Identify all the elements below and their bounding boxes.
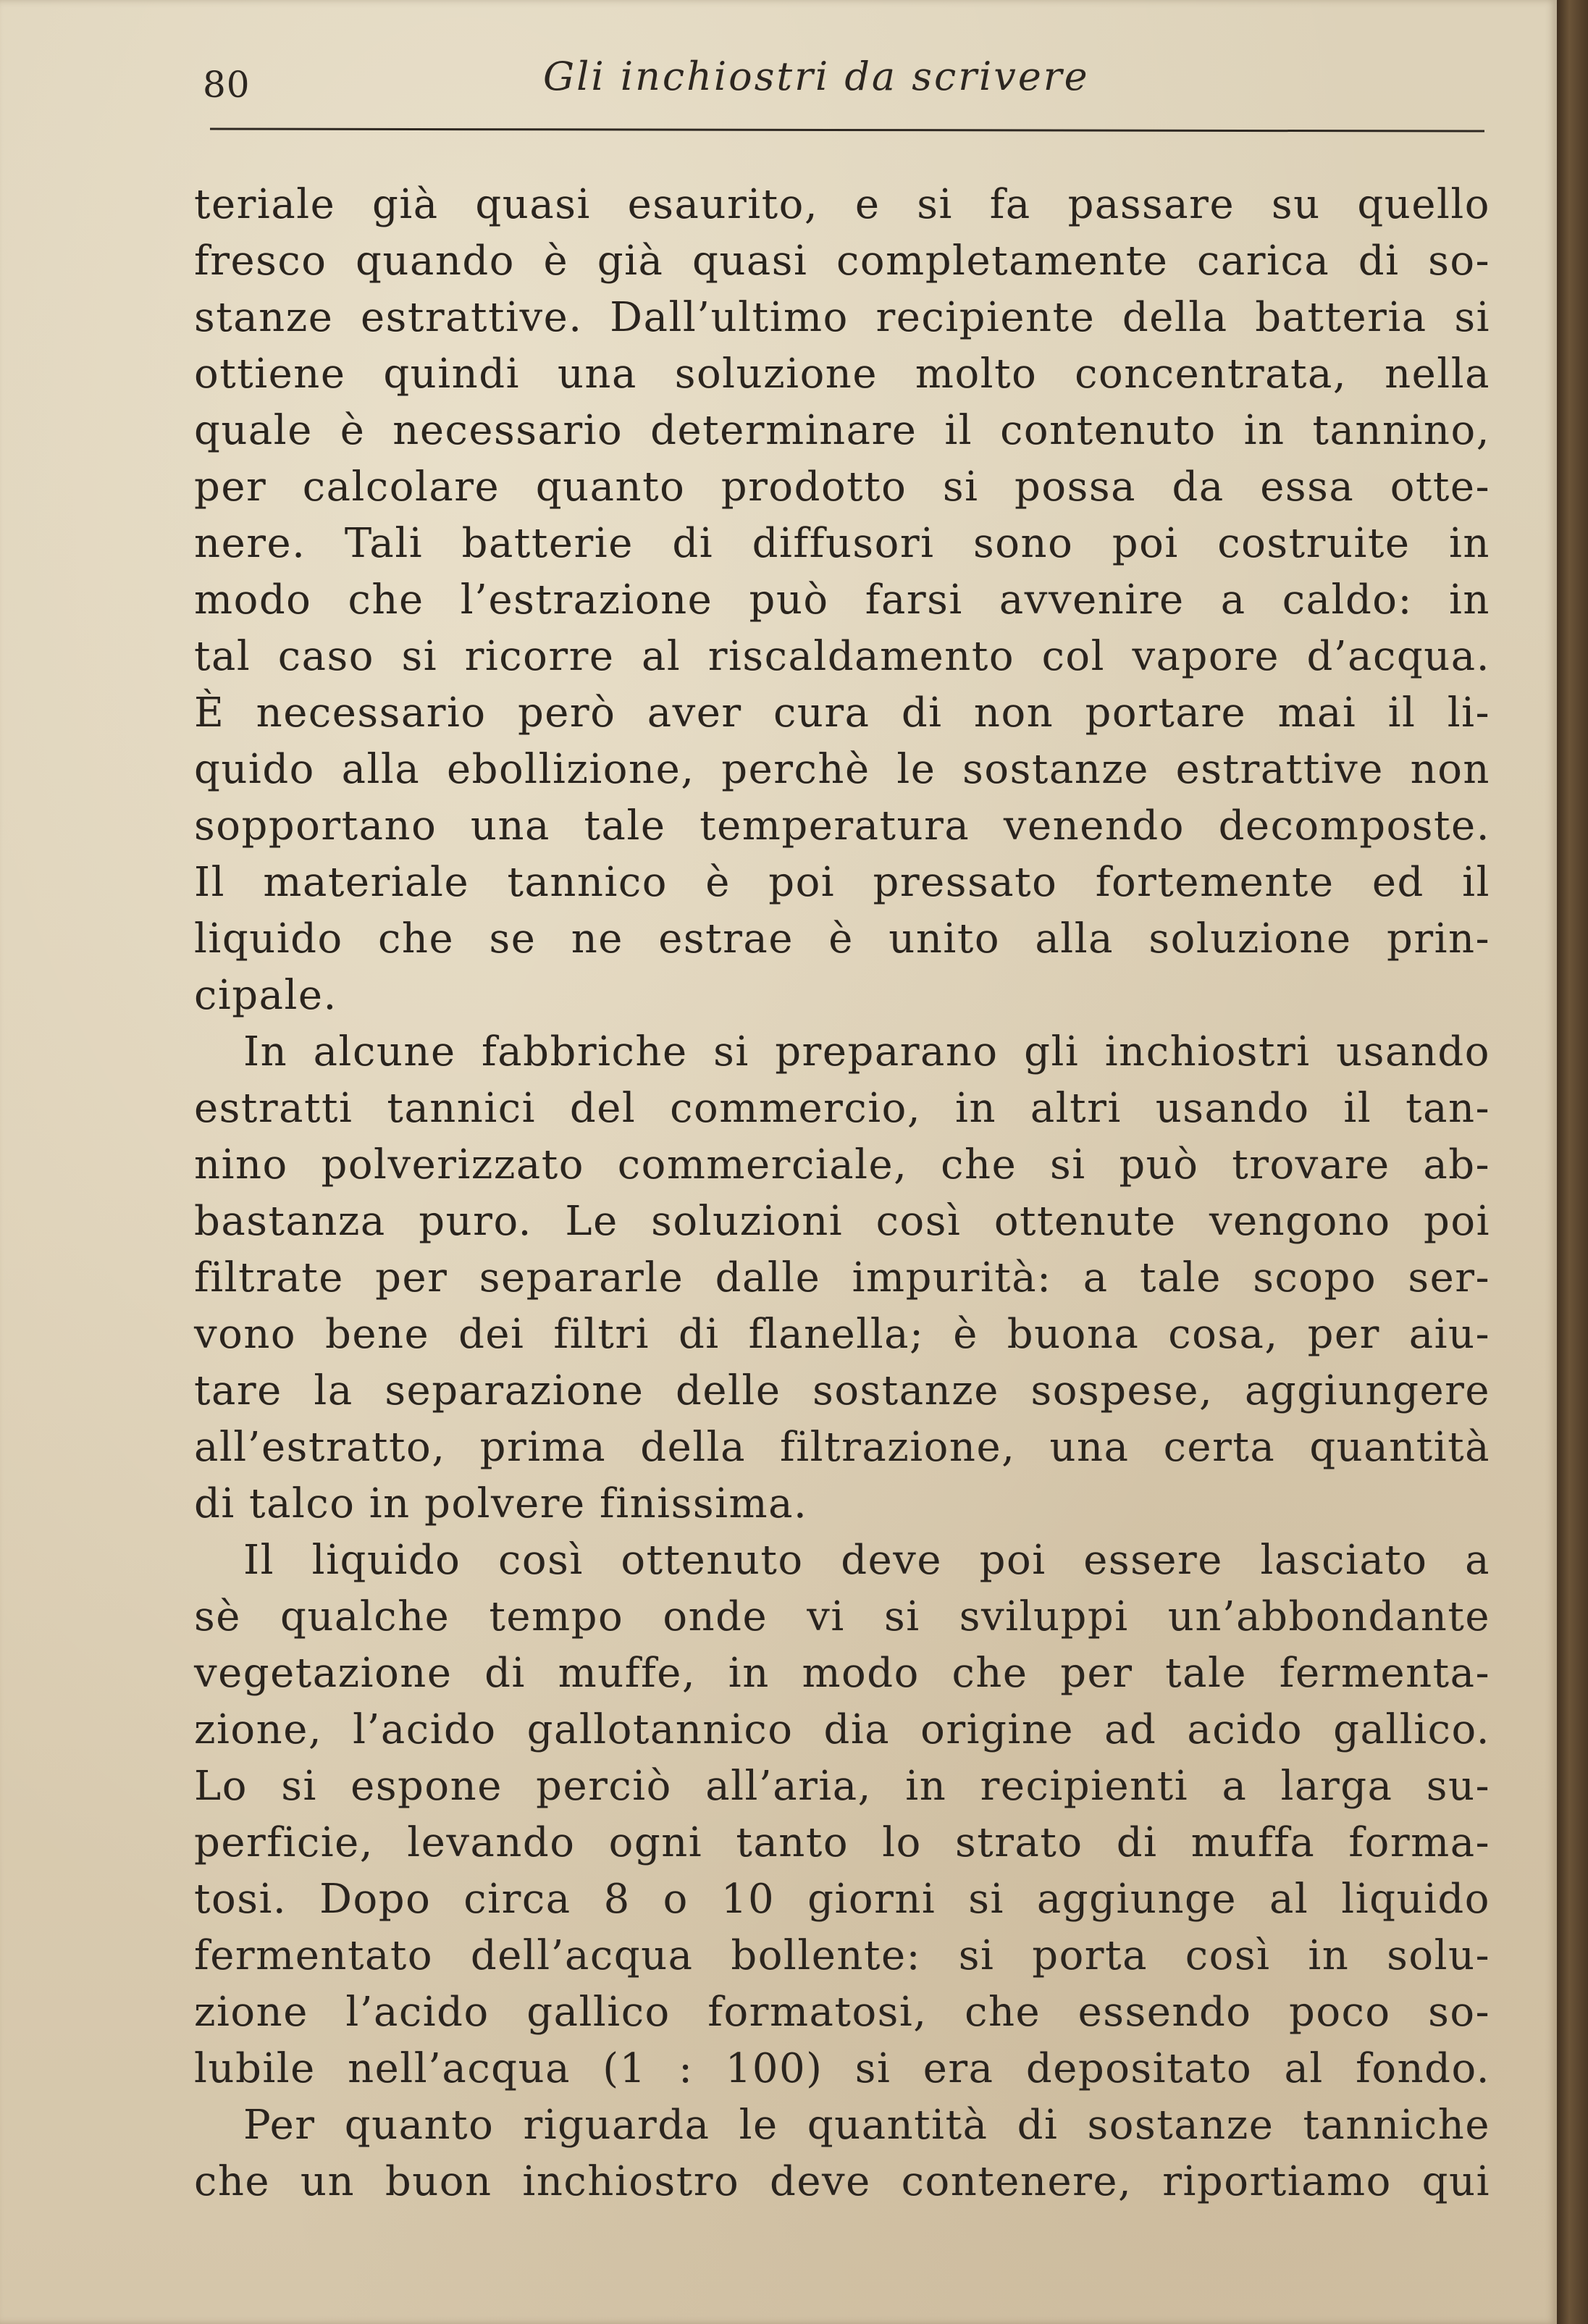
- text-line: perficie, levando ogni tanto lo strato di muffa forma-: [194, 1819, 1490, 1866]
- text-line: sè qualche tempo onde vi si sviluppi un’abbondante: [194, 1593, 1490, 1640]
- header-rule: [210, 127, 1484, 132]
- text-line: nere. Tali batterie di diffusori sono poi costruite in: [194, 520, 1490, 567]
- text-line: estratti tannici del commercio, in altri usando il tan-: [194, 1085, 1490, 1132]
- text-line: teriale già quasi esaurito, e si fa passare su quello: [194, 181, 1490, 228]
- page-header: [203, 51, 1484, 109]
- running-title: Gli inchiostri da scrivere: [543, 54, 1090, 99]
- text-line: per calcolare quanto prodotto si possa da essa otte-: [194, 463, 1490, 511]
- text-line: Il liquido così ottenuto deve poi essere lasciato a: [243, 1537, 1490, 1584]
- text-line: ottiene quindi una soluzione molto concentrata, nella: [194, 351, 1490, 398]
- text-line: nino polverizzato commerciale, che si può trovare ab-: [194, 1141, 1490, 1188]
- body-text: [194, 177, 1490, 2210]
- text-line: quido alla ebollizione, perchè le sostanze estrattive non: [194, 746, 1490, 793]
- text-line: filtrate per separarle dalle impurità: a tale scopo ser-: [194, 1254, 1490, 1301]
- text-line: vono bene dei filtri di flanella; è buona cosa, per aiu-: [194, 1311, 1490, 1358]
- text-line: lubile nell’acqua (1 : 100) si era depositato al fondo.: [194, 2045, 1490, 2092]
- text-line: fermentato dell’acqua bollente: si porta così in solu-: [194, 1932, 1490, 1979]
- text-line: In alcune fabbriche si preparano gli inchiostri usando: [243, 1028, 1490, 1075]
- text-line: sopportano una tale temperatura venendo decomposte.: [194, 802, 1490, 850]
- text-line: bastanza puro. Le soluzioni così ottenute vengono poi: [194, 1198, 1490, 1245]
- text-line: Per quanto riguarda le quantità di sostanze tanniche: [243, 2102, 1490, 2149]
- text-line: fresco quando è già quasi completamente carica di so-: [194, 238, 1490, 285]
- text-line: zione l’acido gallico formatosi, che essendo poco so-: [194, 1989, 1490, 2036]
- text-line: stanze estrattive. Dall’ultimo recipiente della batteria si: [194, 294, 1490, 341]
- text-line: tare la separazione delle sostanze sospese, aggiungere: [194, 1367, 1490, 1414]
- text-line: all’estratto, prima della filtrazione, una certa quantità: [194, 1424, 1490, 1471]
- page-number: 80: [203, 64, 251, 106]
- text-line: liquido che se ne estrae è unito alla soluzione prin-: [194, 915, 1490, 962]
- text-line: cipale.: [194, 972, 337, 1019]
- book-binding-edge: [1557, 0, 1588, 2324]
- text-line: zione, l’acido gallotannico dia origine ad acido gallico.: [194, 1706, 1490, 1753]
- text-line: che un buon inchiostro deve contenere, riportiamo qui: [194, 2158, 1490, 2205]
- text-line: quale è necessario determinare il contenuto in tannino,: [194, 407, 1490, 454]
- text-line: di talco in polvere finissima.: [194, 1480, 808, 1527]
- text-line: È necessario però aver cura di non portare mai il li-: [194, 689, 1490, 737]
- text-line: modo che l’estrazione può farsi avvenire a caldo: in: [194, 576, 1490, 624]
- text-line: vegetazione di muffe, in modo che per tale fermenta-: [194, 1650, 1490, 1697]
- text-line: Lo si espone perciò all’aria, in recipienti a larga su-: [194, 1763, 1490, 1810]
- text-line: Il materiale tannico è poi pressato fortemente ed il: [194, 859, 1490, 906]
- text-line: tosi. Dopo circa 8 o 10 giorni si aggiunge al liquido: [194, 1876, 1490, 1923]
- text-line: tal caso si ricorre al riscaldamento col vapore d’acqua.: [194, 633, 1490, 680]
